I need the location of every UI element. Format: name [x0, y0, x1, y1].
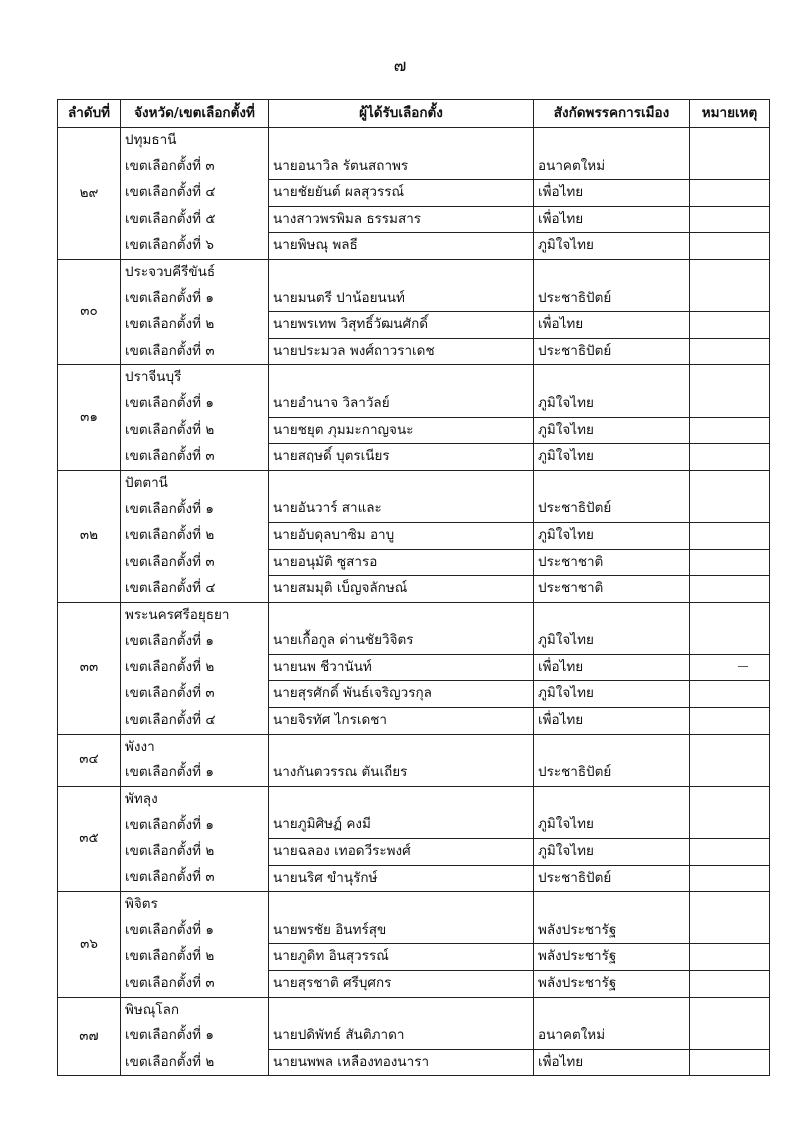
district-cell: เขตเลือกตั้งที่ ๒ — [121, 312, 269, 339]
elected-name-cell: นายชัยยันต์ ผลสุวรรณ์ — [269, 180, 534, 207]
district-cell: เขตเลือกตั้งที่ ๓ — [121, 338, 269, 365]
elected-name-cell: นายพรเทพ วิสุทธิ์วัฒนศักดิ์ — [269, 312, 534, 339]
table-row — [58, 839, 770, 866]
elected-name-cell: นายชยุต ภุมมะกาญจนะ — [269, 417, 534, 444]
party-cell: เพื่อไทย — [534, 708, 690, 735]
party-cell: ภูมิใจไทย — [534, 839, 690, 866]
note-cell — [690, 470, 770, 496]
district-cell: เขตเลือกตั้งที่ ๓ — [121, 154, 269, 180]
party-cell: ประชาชาติ — [534, 576, 690, 603]
province-number: ๓๐ — [58, 259, 121, 364]
province-row — [58, 734, 770, 760]
table-row — [58, 444, 770, 471]
district-cell: เขตเลือกตั้งที่ ๑ — [121, 391, 269, 417]
elected-name-cell: นายภูมิศิษฏ์ คงมี — [269, 812, 534, 838]
note-cell — [690, 918, 770, 944]
province-row — [58, 128, 770, 154]
province-name: ปัตตานี — [121, 470, 269, 496]
table-header-row — [58, 100, 770, 128]
elected-name-cell: นายจิรทัศ ไกรเดชา — [269, 708, 534, 735]
elected-name-cell: นายอำนาจ วิลาวัลย์ — [269, 391, 534, 417]
district-cell: เขตเลือกตั้งที่ ๖ — [121, 233, 269, 260]
note-cell — [690, 206, 770, 233]
party-cell: ภูมิใจไทย — [534, 233, 690, 260]
party-cell: ประชาชาติ — [534, 549, 690, 576]
district-cell: เขตเลือกตั้งที่ ๓ — [121, 549, 269, 576]
province-number: ๓๓ — [58, 602, 121, 734]
header-province: จังหวัด/เขตเลือกตั้งที่ — [121, 100, 269, 128]
note-cell — [690, 233, 770, 260]
district-cell: เขตเลือกตั้งที่ ๔ — [121, 576, 269, 603]
district-cell: เขตเลือกตั้งที่ ๓ — [121, 681, 269, 708]
name-cell — [269, 259, 534, 285]
note-cell — [690, 259, 770, 285]
party-cell — [534, 602, 690, 628]
elected-name-cell: นายปดิพัทธ์ สันติภาดา — [269, 1023, 534, 1049]
table-row — [58, 417, 770, 444]
note-cell — [690, 734, 770, 760]
elected-name-cell: นายนพ ชีวานันท์ — [269, 654, 534, 681]
header-party: สังกัดพรรคการเมือง — [534, 100, 690, 128]
note-dash-mark — [738, 666, 748, 667]
table-row — [58, 576, 770, 603]
district-cell: เขตเลือกตั้งที่ ๑ — [121, 628, 269, 654]
name-cell — [269, 997, 534, 1023]
party-cell: อนาคตใหม่ — [534, 154, 690, 180]
province-number: ๓๕ — [58, 786, 121, 891]
note-cell — [690, 812, 770, 838]
note-cell — [690, 312, 770, 339]
table-row — [58, 812, 770, 838]
district-cell: เขตเลือกตั้งที่ ๔ — [121, 708, 269, 735]
name-cell — [269, 470, 534, 496]
party-cell — [534, 892, 690, 918]
district-cell: เขตเลือกตั้งที่ ๓ — [121, 865, 269, 892]
party-cell: ประชาธิปัตย์ — [534, 865, 690, 892]
province-name: พิจิตร — [121, 892, 269, 918]
district-cell: เขตเลือกตั้งที่ ๑ — [121, 286, 269, 312]
party-cell: ภูมิใจไทย — [534, 812, 690, 838]
elected-name-cell: นางสาวพรพิมล ธรรมสาร — [269, 206, 534, 233]
party-cell: พลังประชารัฐ — [534, 918, 690, 944]
elected-name-cell: นายพิษณุ พลธี — [269, 233, 534, 260]
note-cell — [690, 391, 770, 417]
table-row — [58, 918, 770, 944]
table-row — [58, 944, 770, 971]
province-name: พังงา — [121, 734, 269, 760]
elected-name-cell: นายอนุมัติ ซูสารอ — [269, 549, 534, 576]
party-cell: พลังประชารัฐ — [534, 944, 690, 971]
district-cell: เขตเลือกตั้งที่ ๕ — [121, 206, 269, 233]
table-row — [58, 865, 770, 892]
name-cell — [269, 786, 534, 812]
note-cell — [690, 839, 770, 866]
note-cell — [690, 865, 770, 892]
note-cell — [690, 602, 770, 628]
province-name: ปราจีนบุรี — [121, 365, 269, 391]
note-cell — [690, 760, 770, 786]
table-row — [58, 496, 770, 522]
party-cell: เพื่อไทย — [534, 312, 690, 339]
party-cell: ภูมิใจไทย — [534, 417, 690, 444]
province-name: ประจวบคีรีขันธ์ — [121, 259, 269, 285]
table-row — [58, 628, 770, 654]
table-row — [58, 1023, 770, 1049]
note-cell — [690, 997, 770, 1023]
name-cell — [269, 734, 534, 760]
name-cell — [269, 128, 534, 154]
party-cell: เพื่อไทย — [534, 180, 690, 207]
province-name: พระนครศรีอยุธยา — [121, 602, 269, 628]
election-results-table — [57, 99, 770, 1076]
party-cell: ภูมิใจไทย — [534, 681, 690, 708]
elected-name-cell: นายสุรชาติ ศรีบุศกร — [269, 971, 534, 998]
table-row — [58, 681, 770, 708]
table-row — [58, 522, 770, 549]
district-cell: เขตเลือกตั้งที่ ๑ — [121, 812, 269, 838]
province-number: ๓๑ — [58, 365, 121, 470]
note-cell — [690, 417, 770, 444]
table-row — [58, 971, 770, 998]
note-cell — [690, 338, 770, 365]
district-cell: เขตเลือกตั้งที่ ๓ — [121, 971, 269, 998]
district-cell: เขตเลือกตั้งที่ ๒ — [121, 522, 269, 549]
table-row — [58, 338, 770, 365]
header-note: หมายเหตุ — [690, 100, 770, 128]
table-row — [58, 760, 770, 786]
district-cell: เขตเลือกตั้งที่ ๒ — [121, 417, 269, 444]
header-no: ลำดับที่ — [58, 100, 121, 128]
elected-name-cell: นายอับดุลบาซิม อาบู — [269, 522, 534, 549]
elected-name-cell: นายสมมุติ เบ็ญจลักษณ์ — [269, 576, 534, 603]
note-cell — [690, 628, 770, 654]
note-cell — [690, 180, 770, 207]
elected-name-cell: นายเกื้อกูล ด่านชัยวิจิตร — [269, 628, 534, 654]
note-cell — [690, 944, 770, 971]
elected-name-cell: นายสุรศักดิ์ พันธ์เจริญวรกุล — [269, 681, 534, 708]
page-number: ๗ — [393, 56, 407, 76]
note-cell — [690, 654, 770, 681]
table-row — [58, 1049, 770, 1076]
province-row — [58, 786, 770, 812]
party-cell — [534, 365, 690, 391]
header-name: ผู้ได้รับเลือกตั้ง — [269, 100, 534, 128]
party-cell: ประชาธิปัตย์ — [534, 760, 690, 786]
province-number: ๓๖ — [58, 892, 121, 997]
elected-name-cell: นายมนตรี ปาน้อยนนท์ — [269, 286, 534, 312]
table-body — [58, 128, 770, 1076]
note-cell — [690, 681, 770, 708]
district-cell: เขตเลือกตั้งที่ ๑ — [121, 918, 269, 944]
note-cell — [690, 892, 770, 918]
party-cell — [534, 259, 690, 285]
party-cell: ภูมิใจไทย — [534, 444, 690, 471]
elected-name-cell: นายพรชัย อินทร์สุข — [269, 918, 534, 944]
district-cell: เขตเลือกตั้งที่ ๔ — [121, 180, 269, 207]
elected-name-cell: นายอนาวิล รัตนสถาพร — [269, 154, 534, 180]
note-cell — [690, 576, 770, 603]
province-number: ๓๗ — [58, 997, 121, 1076]
elected-name-cell: นางกันตวรรณ ตันเถียร — [269, 760, 534, 786]
table-row — [58, 549, 770, 576]
table-row — [58, 654, 770, 681]
note-cell — [690, 365, 770, 391]
party-cell: เพื่อไทย — [534, 1049, 690, 1076]
elected-name-cell: นายภูดิท อินสุวรรณ์ — [269, 944, 534, 971]
province-number: ๓๒ — [58, 470, 121, 602]
note-cell — [690, 549, 770, 576]
party-cell: ประชาธิปัตย์ — [534, 338, 690, 365]
note-cell — [690, 128, 770, 154]
note-cell — [690, 286, 770, 312]
province-number: ๓๔ — [58, 734, 121, 786]
party-cell — [534, 997, 690, 1023]
table-row — [58, 206, 770, 233]
note-cell — [690, 786, 770, 812]
party-cell: ภูมิใจไทย — [534, 391, 690, 417]
party-cell — [534, 734, 690, 760]
table-row — [58, 286, 770, 312]
party-cell: พลังประชารัฐ — [534, 971, 690, 998]
province-number: ๒๙ — [58, 128, 121, 260]
party-cell: เพื่อไทย — [534, 206, 690, 233]
party-cell — [534, 470, 690, 496]
note-cell — [690, 1049, 770, 1076]
elected-name-cell: นายฉลอง เทอดวีระพงศ์ — [269, 839, 534, 866]
table-row — [58, 180, 770, 207]
name-cell — [269, 365, 534, 391]
province-row — [58, 259, 770, 285]
note-cell — [690, 522, 770, 549]
province-name: พัทลุง — [121, 786, 269, 812]
note-cell — [690, 444, 770, 471]
province-name: พิษณุโลก — [121, 997, 269, 1023]
party-cell: ภูมิใจไทย — [534, 522, 690, 549]
province-row — [58, 470, 770, 496]
table-row — [58, 154, 770, 180]
party-cell: ประชาธิปัตย์ — [534, 496, 690, 522]
province-row — [58, 892, 770, 918]
party-cell: ประชาธิปัตย์ — [534, 286, 690, 312]
name-cell — [269, 602, 534, 628]
note-cell — [690, 1023, 770, 1049]
district-cell: เขตเลือกตั้งที่ ๒ — [121, 1049, 269, 1076]
note-cell — [690, 154, 770, 180]
table-row — [58, 233, 770, 260]
elected-name-cell: นายอันวาร์ สาและ — [269, 496, 534, 522]
elected-name-cell: นายนริศ ขำนุรักษ์ — [269, 865, 534, 892]
note-cell — [690, 708, 770, 735]
province-row — [58, 997, 770, 1023]
party-cell: อนาคตใหม่ — [534, 1023, 690, 1049]
province-row — [58, 602, 770, 628]
district-cell: เขตเลือกตั้งที่ ๒ — [121, 944, 269, 971]
note-cell — [690, 971, 770, 998]
party-cell: เพื่อไทย — [534, 654, 690, 681]
party-cell — [534, 786, 690, 812]
district-cell: เขตเลือกตั้งที่ ๒ — [121, 654, 269, 681]
district-cell: เขตเลือกตั้งที่ ๑ — [121, 760, 269, 786]
province-row — [58, 365, 770, 391]
party-cell: ภูมิใจไทย — [534, 628, 690, 654]
district-cell: เขตเลือกตั้งที่ ๒ — [121, 839, 269, 866]
district-cell: เขตเลือกตั้งที่ ๑ — [121, 496, 269, 522]
table-row — [58, 391, 770, 417]
elected-name-cell: นายนพพล เหลืองทองนารา — [269, 1049, 534, 1076]
party-cell — [534, 128, 690, 154]
district-cell: เขตเลือกตั้งที่ ๓ — [121, 444, 269, 471]
table-row — [58, 708, 770, 735]
district-cell: เขตเลือกตั้งที่ ๑ — [121, 1023, 269, 1049]
name-cell — [269, 892, 534, 918]
elected-name-cell: นายประมวล พงศ์ถาวราเดช — [269, 338, 534, 365]
note-cell — [690, 496, 770, 522]
table-row — [58, 312, 770, 339]
elected-name-cell: นายสฤษดิ์ บุตรเนียร — [269, 444, 534, 471]
province-name: ปทุมธานี — [121, 128, 269, 154]
